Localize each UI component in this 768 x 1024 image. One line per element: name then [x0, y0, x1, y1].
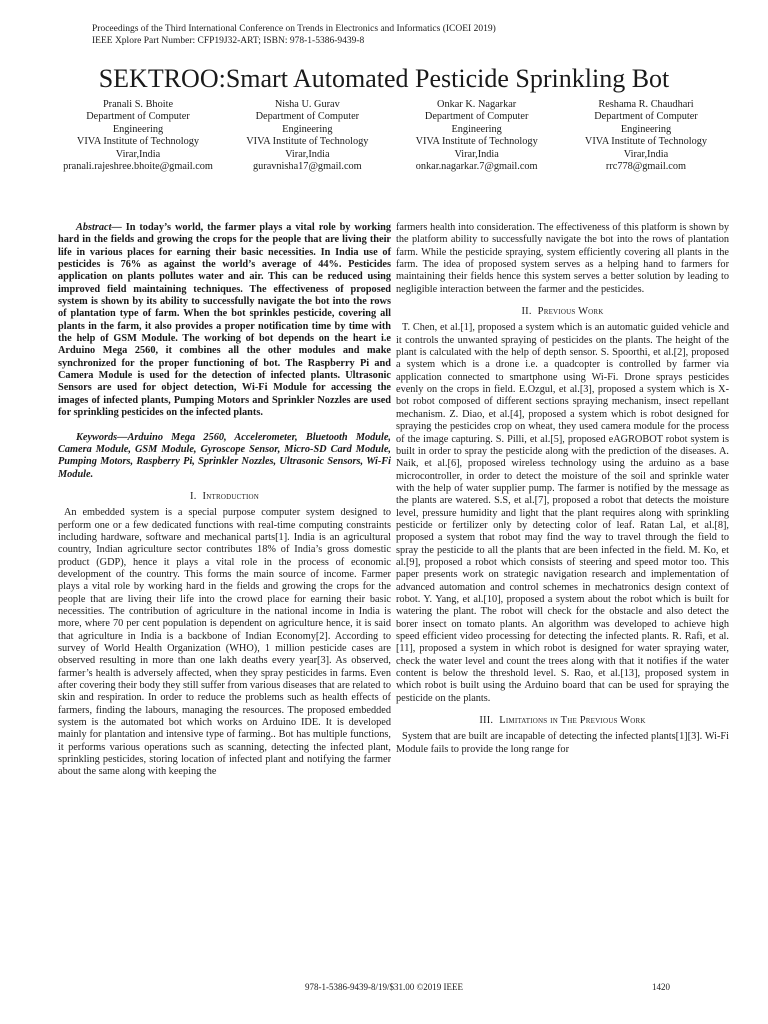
author-dept-2: Engineering — [620, 123, 672, 135]
author-city: Virar,India — [454, 148, 499, 160]
author-name: Reshama R. Chaudhari — [598, 99, 694, 110]
author-email: guravnisha17@gmail.com — [252, 161, 362, 173]
author-city: Virar,India — [115, 148, 161, 160]
author-dept: Department of Computer — [424, 111, 529, 123]
section-heading-previous-work: II. Previous Work — [521, 306, 604, 318]
limitations-text: System that are built are incapable of detecting the infected plants[1][3]. Wi-Fi Module fails to provide the long range for — [396, 731, 729, 755]
author-2 — [227, 99, 387, 173]
author-city: Virar,India — [285, 148, 330, 160]
author-institute: VIVA Institute of Technology — [415, 136, 538, 148]
page-number: 1420 — [652, 982, 670, 992]
author-institute: VIVA Institute of Technology — [76, 136, 200, 148]
abstract-lead: Abstract— — [76, 222, 122, 233]
right-column — [396, 222, 729, 756]
author-name: Onkar K. Nagarkar — [437, 99, 517, 110]
abstract — [58, 222, 391, 420]
paper-title: SEKTROO:Smart Automated Pesticide Sprinkling Bot — [98, 64, 670, 93]
left-column — [58, 222, 391, 779]
author-dept-2: Engineering — [451, 123, 502, 135]
author-name: Pranali S. Bhoite — [102, 99, 174, 110]
author-institute: VIVA Institute of Technology — [246, 136, 369, 148]
running-header — [92, 24, 496, 47]
author-dept-2: Engineering — [112, 123, 164, 135]
author-email: onkar.nagarkar.7@gmail.com — [415, 161, 538, 173]
author-1 — [58, 99, 218, 173]
author-dept-2: Engineering — [282, 123, 333, 135]
author-city: Virar,India — [623, 148, 669, 160]
abstract-text: In today’s world, the farmer plays a vital role by working hard in the fields and growing the crops for the people that are living their life in various places for earning their basic necessities. In India use of pesticides is 76% as against the world’s average of 44%. Pesticides application on plants pollutes water and air. This can be reduced using improved field maintaining techniques. The effectiveness of proposed system is shown by its ability to successfully navigate the bot into the rows of plantation type of farm. When the bot sprinkles pesticide, covering all plants in the farm, it also provides a proper notification time by time with the help of GSM Module. The working of bot depends on the heart i.e Arduino Mega 2560, it combines all the other modules and make synchronized for the proper functioning of bot. The Raspberry Pi and Camera Module is used for the detection of infected plants. Ultrasonic Sensors are used for object detection, Wi-Fi Module for accessing the images of infected plants, Pumping Motors and Sprinkler Nozzles are used for sprinkling pesticides on the infected plants. — [58, 222, 391, 419]
author-email: rrc778@gmail.com — [605, 161, 687, 173]
introduction-text: An embedded system is a special purpose computer system designed to perform one or a few dedicated functions with real-time computing constraints including hardware, software and mechanical parts[1]. India is an agricultural country, Indian agriculture sector contributes 18% of India’s gross domestic product (GDP), hence it plays a vital role in the process of economic development of the country. This forms the main source of income. Farmer plays a vital role by working hard in the fields and growing the crops for the people that are living their life into the crowd place for earning their basic necessities. The contribution of agriculture in the national income in India is more, where 70 per cent population is dependent on agriculture hence, it is said that agriculture in India is a backbone of Indian Economy[2]. According to survey of World Health Organization (WHO), 1 million pesticide cases are observed resulting in more than one lakh deaths every year[3]. As observed, farmer’s health is adversely affected, when they spray pesticides in farms. Even after covering their body they still suffer from various diseases that are related to skin and respiration. In order to reduce the problems such as health effects of farmers, finding the labours, managing the resources. The proposed embedded system is the automated bot which works on Arduino IDE. It is developed mainly for plantation and intensive type of farming.. Bot has multiple functions, it performs various operations such as scanning, detecting the infected plant, sprinkling pesticides, storing location of infected plant and notifying the farmer about the same along with keeping the — [58, 507, 391, 778]
section-heading-introduction: I. Introduction — [190, 490, 259, 502]
section-heading-limitations: III. Limitations in The Previous Work — [479, 715, 646, 727]
footer-copyright: 978-1-5386-9439-8/19/$31.00 ©2019 IEEE — [304, 982, 464, 992]
header-isbn: IEEE Xplore Part Number: CFP19J32-ART; ISBN: 978-1-5386-9439-8 — [92, 35, 365, 46]
introduction-continued: farmers health into consideration. The effectiveness of this platform is shown by the platform ability to successfully navigate the bot into the rows of plantation farm. While the pesticide spraying, system efficiently covering all plants in the farm. The idea of proposed system serves as a helping hand to farmers for maintaining their fields hence this system serves a better solution by leading to negligible interaction between the farmer and the pesticides. — [396, 222, 729, 295]
author-name: Nisha U. Gurav — [274, 99, 340, 110]
header-conference: Proceedings of the Third International Conference on Trends in Electronics and Informatics (ICOEI 2019) — [92, 24, 496, 34]
author-dept: Department of Computer — [86, 111, 190, 123]
author-dept: Department of Computer — [255, 111, 360, 123]
previous-work-text: T. Chen, et al.[1], proposed a system which is an automatic guided vehicle and it controls the unwanted spraying of pesticides on the plants. The height of the plant is calculated with the help of depth sensor. S. Spoorthi, et al.[2], proposed a system which is a drone i.e. a quadcopter is controlled by farmer via application connected to smartphone using Wi-Fi. Drone sprays pesticides evenly on the crops in field. E.Ozgul, et al.[3], proposed a system which is X-bot robot composed of different sections spraying mechanism, insect repellant mechanism. Z. Diao, et al.[4], proposed a system which is robot designed for spraying the pesticides crop on wheat, they used camera module for the process of the image capturing. S. Pilli, et al.[5], proposed eAGROBOT robot system is built in order to spray the pesticide along with the prediction of the diseases. A. Naik, et al.[6], proposed wireless technology using the arduino as a base microcontroller, in order to detect the moisture of the soil and sprinkle water with the help of water supplier pump. The farmer is notified by the message as the plants are watered. S.S, et al.[7], proposed a robot that detects the moisture level, pressure humidity and light that the plant requires along with sprinkling pesticide or fertilizer only by detecting color of leaf. Ratan Lal, et al.[8], proposed a system that robot may find the way to travel through the field to spray the pesticide to all the plants that are been infected in the field. M. Ko, et al.[9], proposed a robot which consists of steering and speed motor too. This paper presents work on strategic navigation research and implementation of advanced automation and control schemes in mechatronics design context of robot. Y. Yang, et al.[10], proposed a system about the robot which is built for watering the plant. The robot will check for the obstacle and also detect the borer insect on tomato plants. An algorithm was developed to achieve high speed efficient video processing for detecting the infected plants. R. Rafi, et al.[11], proposed a system in which robot is designed for water spraying water, check the water level and count the trees along with that it notifies if the water content is below the threshold level. S. Rao, et al.[13], proposed system in which robot is built using the Arduino board that can be used for spraying the pesticide on the plants. — [396, 322, 729, 704]
author-3 — [397, 99, 557, 173]
keywords: Keywords—Arduino Mega 2560, Accelerometer, Bluetooth Module, Camera Module, GSM Module, Gyroscope Sensor, Micro-SD Card Module, Pumping Motors, Raspberry Pi, Sprinkler Nozzles, Ultrasonic Sensors, Wi-Fi Module. — [58, 431, 391, 480]
author-4 — [566, 99, 726, 173]
author-email: pranali.rajeshree.bhoite@gmail.com — [63, 161, 213, 173]
author-dept: Department of Computer — [594, 111, 698, 123]
author-block — [58, 99, 726, 173]
author-institute: VIVA Institute of Technology — [584, 136, 708, 148]
